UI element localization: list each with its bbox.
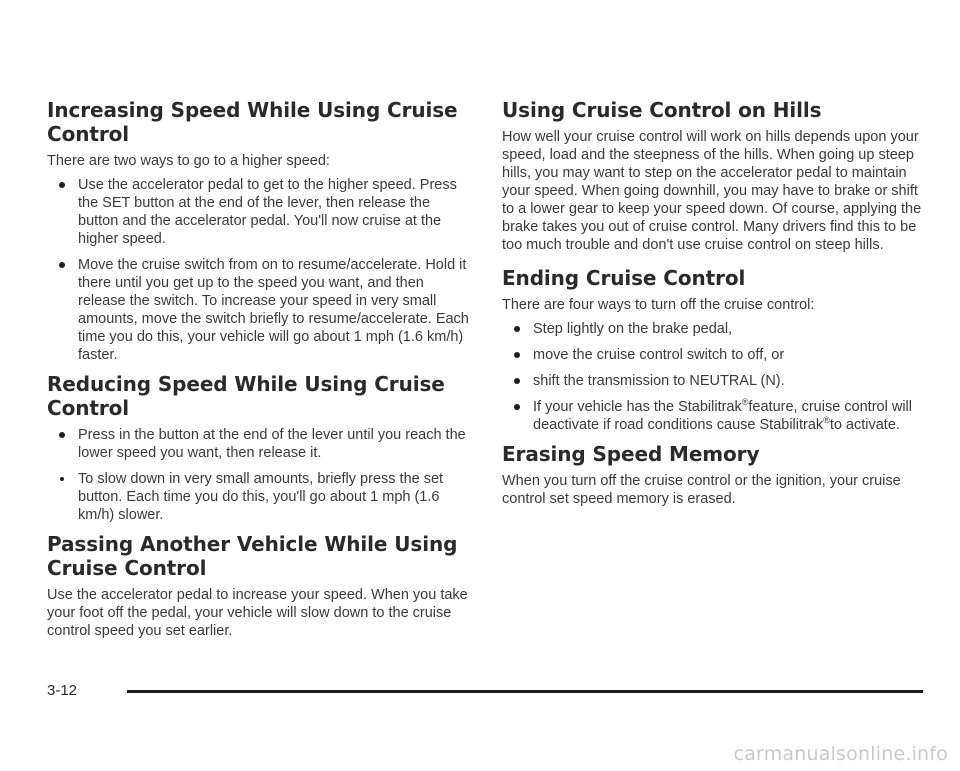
- paragraph-passing-vehicle: Use the accelerator pedal to increase your speed. When you take your foot off the pedal, your vehicle will slow down to the cruise control speed you set earlier.: [47, 587, 468, 639]
- paragraph-increasing-intro: There are two ways to go to a higher speed:: [47, 153, 330, 169]
- bullet-icon: [514, 404, 520, 410]
- page-footer: [47, 682, 923, 704]
- heading-passing-vehicle: Passing Another Vehicle While Using Cruise Control: [47, 532, 458, 580]
- list-item: Step lightly on the brake pedal,: [502, 320, 922, 338]
- paragraph-cruise-hills: How well your cruise control will work on hills depends upon your speed, load and the steepness of the hills. When going up steep hills, you may want to step on the accelerator pedal to maintain your speed. When going downhill, you may have to brake or shift to a lower gear to keep your speed down. Of course, applying the brake takes you out of cruise control. Many drivers find this to be too much trouble and don't use cruise control on steep hills.: [502, 129, 922, 253]
- registered-mark: ®: [741, 397, 749, 408]
- bullet-icon: [60, 477, 64, 481]
- heading-ending-cruise: Ending Cruise Control: [502, 266, 746, 290]
- heading-cruise-hills: Using Cruise Control on Hills: [502, 98, 822, 122]
- bullet-icon: [514, 326, 520, 332]
- bullet-icon: [514, 378, 520, 384]
- registered-mark: ®: [823, 415, 830, 426]
- list-item: Press in the button at the end of the lever until you reach the lower speed you want, then release it.: [47, 426, 469, 462]
- list-increasing-speed: [47, 176, 469, 364]
- bullet-icon: [514, 352, 520, 358]
- list-reducing-speed: [47, 426, 469, 524]
- bullet-icon: [59, 262, 65, 268]
- bullet-icon: [59, 182, 65, 188]
- heading-erasing-memory: Erasing Speed Memory: [502, 442, 760, 466]
- page-number: 3-12: [47, 682, 78, 699]
- paragraph-ending-intro: There are four ways to turn off the cruise control:: [502, 297, 815, 313]
- paragraph-erasing-memory: When you turn off the cruise control or the ignition, your cruise control set speed memory is erased.: [502, 473, 901, 507]
- list-ending-cruise: [502, 320, 922, 434]
- list-item: shift the transmission to NEUTRAL (N).: [502, 372, 922, 390]
- list-item: If your vehicle has the Stabilitrak®feature, cruise control will deactivate if road conditions cause Stabilitrak®to activate.: [502, 398, 922, 434]
- list-item: move the cruise control switch to off, or: [502, 346, 922, 364]
- right-column: [502, 98, 922, 514]
- list-item: Move the cruise switch from on to resume/accelerate. Hold it there until you get up to the speed you want, and then release the switch. To increase your speed in very small amounts, move the switch briefly to resume/accelerate. Each time you do this, your vehicle will go about 1 mph (1.6 km/h) faster.: [47, 256, 469, 364]
- left-column: [47, 98, 469, 646]
- bullet-icon: [59, 432, 65, 438]
- watermark: carmanualsonline.info: [733, 743, 948, 765]
- footer-rule: [127, 690, 923, 693]
- heading-increasing-speed: Increasing Speed While Using Cruise Control: [47, 98, 458, 146]
- list-item: To slow down in very small amounts, briefly press the set button. Each time you do this, you'll go about 1 mph (1.6 km/h) slower.: [47, 470, 469, 524]
- heading-reducing-speed: Reducing Speed While Using Cruise Control: [47, 372, 445, 420]
- list-item: Use the accelerator pedal to get to the higher speed. Press the SET button at the end of the lever, then release the button and the accelerator pedal. You'll now cruise at the higher speed.: [47, 176, 469, 248]
